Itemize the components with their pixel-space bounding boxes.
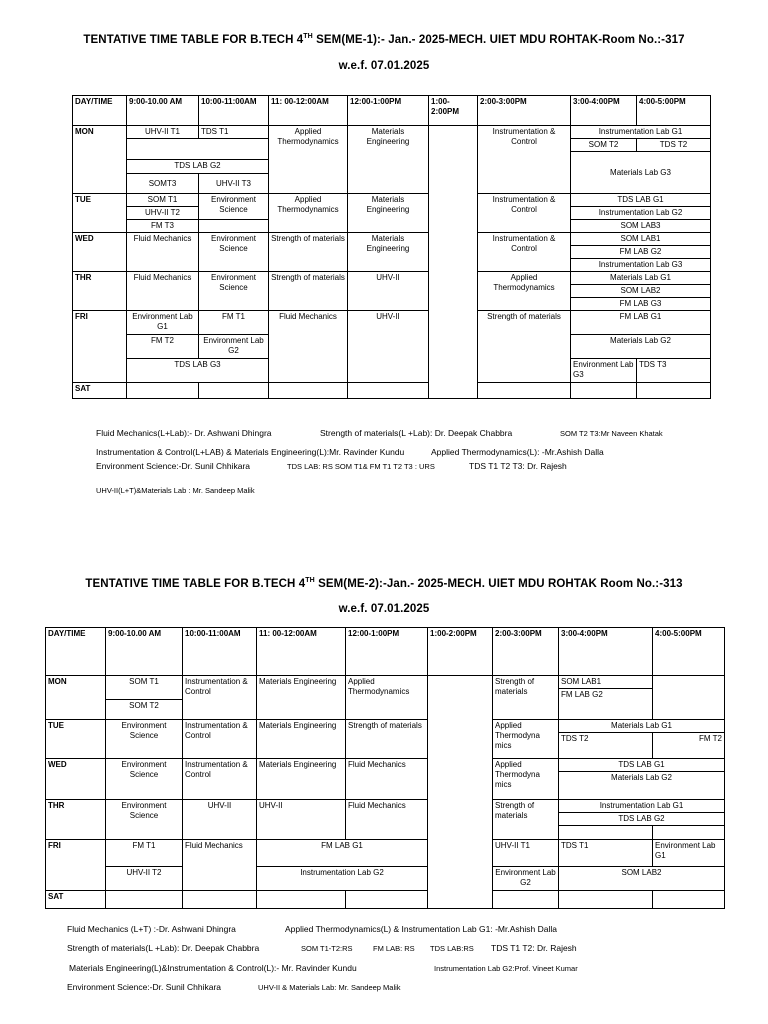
cell: Environment Science: [199, 233, 269, 272]
cell: Instrumentation & Control: [183, 759, 257, 800]
cell: UHV-II: [348, 311, 429, 383]
cell: TDS LAB G1: [559, 759, 725, 772]
header-slot-5: 1:00-2:00PM: [429, 96, 478, 126]
cell: FM LAB G3: [571, 298, 711, 311]
note: Materials Engineering(L)&Instrumentation & Control(L):- Mr. Ravinder Kundu: [69, 963, 357, 973]
cell: UHV-II: [183, 800, 257, 840]
cell: FM T1: [106, 840, 183, 867]
day-mon: MON: [46, 676, 106, 720]
day-sat: SAT: [46, 891, 106, 909]
cell: Materials Lab G2: [559, 772, 725, 800]
note: UHV-II & Materials Lab: Mr. Sandeep Malik: [258, 983, 401, 992]
cell: Instrumentation Lab G2: [571, 207, 711, 220]
cell: FM T3: [127, 220, 199, 233]
note: Environment Science:-Dr. Sunil Chhikara: [67, 982, 222, 992]
cell: Instrumentation & Control: [183, 676, 257, 720]
note: TDS T1 T2: Dr. Rajesh: [491, 943, 577, 953]
header-slot-7: 3:00-4:00PM: [571, 96, 637, 126]
cell: TDS T2: [637, 139, 711, 152]
cell: Environment Lab G1: [127, 311, 199, 335]
note: TDS T1 T2 T3: Dr. Rajesh: [469, 461, 567, 471]
cell: Applied Thermodynamics: [478, 272, 571, 311]
cell: SOM T2: [106, 700, 183, 720]
cell: Environment Lab G3: [571, 359, 637, 383]
cell: TDS LAB G1: [571, 194, 711, 207]
note: Strength of materials(L +Lab): Dr. Deepak Chabbra: [67, 943, 260, 953]
note: TDS LAB: RS SOM T1& FM T1 T2 T3 : URS: [287, 462, 435, 471]
cell: UHV-II: [257, 800, 346, 840]
title-superscript: TH: [303, 33, 313, 40]
cell: SOM LAB1: [571, 233, 711, 246]
header-slot-6: 2:00-3:00PM: [493, 628, 559, 676]
cell: Instrumentation Lab G1: [559, 800, 725, 813]
note: Instrumentation & Control(L+LAB) & Materials Engineering(L):Mr. Ravinder Kundu: [96, 447, 405, 457]
cell: TDS LAB G2: [559, 813, 725, 826]
cell: Instrumentation Lab G2: [257, 867, 428, 891]
day-sat: SAT: [73, 383, 127, 399]
note: Fluid Mechanics (L+T) :-Dr. Ashwani Dhingra: [67, 924, 236, 934]
note: SOM T2 T3:Mr Naveen Khatak: [560, 429, 663, 438]
title-prefix: TENTATIVE TIME TABLE FOR B.TECH 4: [85, 577, 306, 590]
cell: Applied Thermodynamics: [269, 126, 348, 194]
cell: FM LAB G2: [559, 689, 653, 720]
cell: TDS T1: [199, 126, 269, 139]
header-slot-3: 11: 00-12:00AM: [269, 96, 348, 126]
day-fri: FRI: [46, 840, 106, 891]
cell: Strength of materials: [269, 233, 348, 272]
cell: SOM T2: [571, 139, 637, 152]
header-slot-2: 10:00-11:00AM: [183, 628, 257, 676]
header-slot-1: 9:00-10.00 AM: [106, 628, 183, 676]
cell: Environment Science: [106, 800, 183, 840]
cell: FM LAB G1: [571, 311, 711, 335]
note: FM LAB: RS: [373, 944, 415, 953]
cell: Materials Lab G1: [559, 720, 725, 733]
cell: Applied Thermodyna mics: [493, 720, 559, 759]
day-tue: TUE: [46, 720, 106, 759]
cell: FM T1: [199, 311, 269, 335]
title-suffix: SEM(ME-1):- Jan.- 2025-MECH. UIET MDU ROHTAK-Room No.:-317: [312, 33, 685, 46]
day-thr: THR: [73, 272, 127, 311]
cell: UHV-II T3: [199, 174, 269, 194]
note: Applied Thermodynamics(L) & Instrumentation Lab G1: -Mr.Ashish Dalla: [285, 924, 557, 934]
cell: Environment Lab G2: [199, 335, 269, 359]
cell: Materials Engineering: [348, 194, 429, 233]
cell: UHV-II T2: [106, 867, 183, 891]
header-slot-4: 12:00-1:00PM: [346, 628, 428, 676]
cell: Strength of materials: [478, 311, 571, 383]
day-tue: TUE: [73, 194, 127, 233]
cell: Instrumentation & Control: [478, 233, 571, 272]
title-suffix: SEM(ME-2):-Jan.- 2025-MECH. UIET MDU ROHTAK Room No.:-313: [314, 577, 683, 590]
cell: Materials Lab G1: [571, 272, 711, 285]
day-mon: MON: [73, 126, 127, 194]
cell: Fluid Mechanics: [346, 759, 428, 800]
cell: UHV-II: [348, 272, 429, 311]
note: Fluid Mechanics(L+Lab):- Dr. Ashwani Dhingra: [96, 428, 272, 438]
day-fri: FRI: [73, 311, 127, 383]
cell: FM T2: [127, 335, 199, 359]
day-wed: WED: [46, 759, 106, 800]
cell: Materials Lab G2: [571, 335, 711, 359]
cell: Strength of materials: [493, 800, 559, 840]
cell: SOM T1: [106, 676, 183, 700]
cell: SOM LAB1: [559, 676, 653, 689]
note: Environment Science:-Dr. Sunil Chhikara: [96, 461, 251, 471]
header-slot-2: 10:00-11:00AM: [199, 96, 269, 126]
header-daytime: DAY/TIME: [46, 628, 106, 676]
cell: Materials Engineering: [348, 233, 429, 272]
cell: FM LAB G1: [257, 840, 428, 867]
cell: Applied Thermodyna mics: [493, 759, 559, 800]
header-slot-3: 11: 00-12:00AM: [257, 628, 346, 676]
cell: SOM T1: [127, 194, 199, 207]
note: UHV-II(L+T)&Materials Lab : Mr. Sandeep Malik: [96, 486, 255, 495]
cell: Environment Lab G2: [493, 867, 559, 891]
header-slot-8: 4:00-5:00PM: [653, 628, 725, 676]
cell: Fluid Mechanics: [127, 272, 199, 311]
cell: Environment Lab G1: [653, 840, 725, 867]
cell: TDS LAB G2: [127, 160, 269, 174]
note: Applied Thermodynamics(L): -Mr.Ashish Dalla: [431, 447, 604, 457]
header-slot-1: 9:00-10.00 AM: [127, 96, 199, 126]
cell: Instrumentation & Control: [478, 126, 571, 194]
header-daytime: DAY/TIME: [73, 96, 127, 126]
header-slot-4: 12:00-1:00PM: [348, 96, 429, 126]
cell: SOMT3: [127, 174, 199, 194]
cell: Environment Science: [106, 759, 183, 800]
day-wed: WED: [73, 233, 127, 272]
day-thr: THR: [46, 800, 106, 840]
cell: Instrumentation Lab G1: [571, 126, 711, 139]
cell: Instrumentation & Control: [478, 194, 571, 233]
cell: Materials Lab G3: [571, 152, 711, 194]
header-slot-7: 3:00-4:00PM: [559, 628, 653, 676]
cell: SOM LAB2: [571, 285, 711, 298]
cell: Materials Engineering: [257, 720, 346, 759]
cell: Environment Science: [199, 272, 269, 311]
cell: Environment Science: [106, 720, 183, 759]
cell: UHV-II T2: [127, 207, 199, 220]
cell: Materials Engineering: [257, 759, 346, 800]
cell: SOM LAB3: [571, 220, 711, 233]
header-slot-6: 2:00-3:00PM: [478, 96, 571, 126]
cell: Fluid Mechanics: [269, 311, 348, 383]
cell: Strength of materials: [346, 720, 428, 759]
timetable-1-wef: w.e.f. 07.01.2025: [338, 60, 430, 72]
cell: UHV-II T1: [493, 840, 559, 867]
cell: TDS T3: [637, 359, 711, 383]
cell: FM T2: [653, 733, 725, 759]
cell: Strength of materials: [269, 272, 348, 311]
cell: Materials Engineering: [257, 676, 346, 720]
cell: Applied Thermodynamics: [346, 676, 428, 720]
header-slot-5: 1:00-2:00PM: [428, 628, 493, 676]
cell: TDS T1: [559, 840, 653, 867]
timetable-2-wef: w.e.f. 07.01.2025: [338, 603, 430, 615]
cell: UHV-II T1: [127, 126, 199, 139]
cell: FM LAB G2: [571, 246, 711, 259]
cell: TDS LAB G3: [127, 359, 269, 383]
cell: Fluid Mechanics: [346, 800, 428, 840]
note: Instrumentation Lab G2:Prof. Vineet Kumar: [434, 964, 578, 973]
cell: Applied Thermodynamics: [269, 194, 348, 233]
cell: TDS T2: [559, 733, 653, 759]
cell: Strength of materials: [493, 676, 559, 720]
title-prefix: TENTATIVE TIME TABLE FOR B.TECH 4: [83, 33, 304, 46]
cell: Fluid Mechanics: [183, 840, 257, 891]
cell: Environment Science: [199, 194, 269, 220]
cell: SOM LAB2: [559, 867, 725, 891]
note: Strength of materials(L +Lab): Dr. Deepak Chabbra: [320, 428, 513, 438]
title-superscript: TH: [305, 577, 315, 584]
note: SOM T1-T2:RS: [301, 944, 353, 953]
header-slot-8: 4:00-5:00PM: [637, 96, 711, 126]
cell: Materials Engineering: [348, 126, 429, 194]
cell: Fluid Mechanics: [127, 233, 199, 272]
cell: Instrumentation & Control: [183, 720, 257, 759]
note: TDS LAB:RS: [430, 944, 474, 953]
cell: Instrumentation Lab G3: [571, 259, 711, 272]
